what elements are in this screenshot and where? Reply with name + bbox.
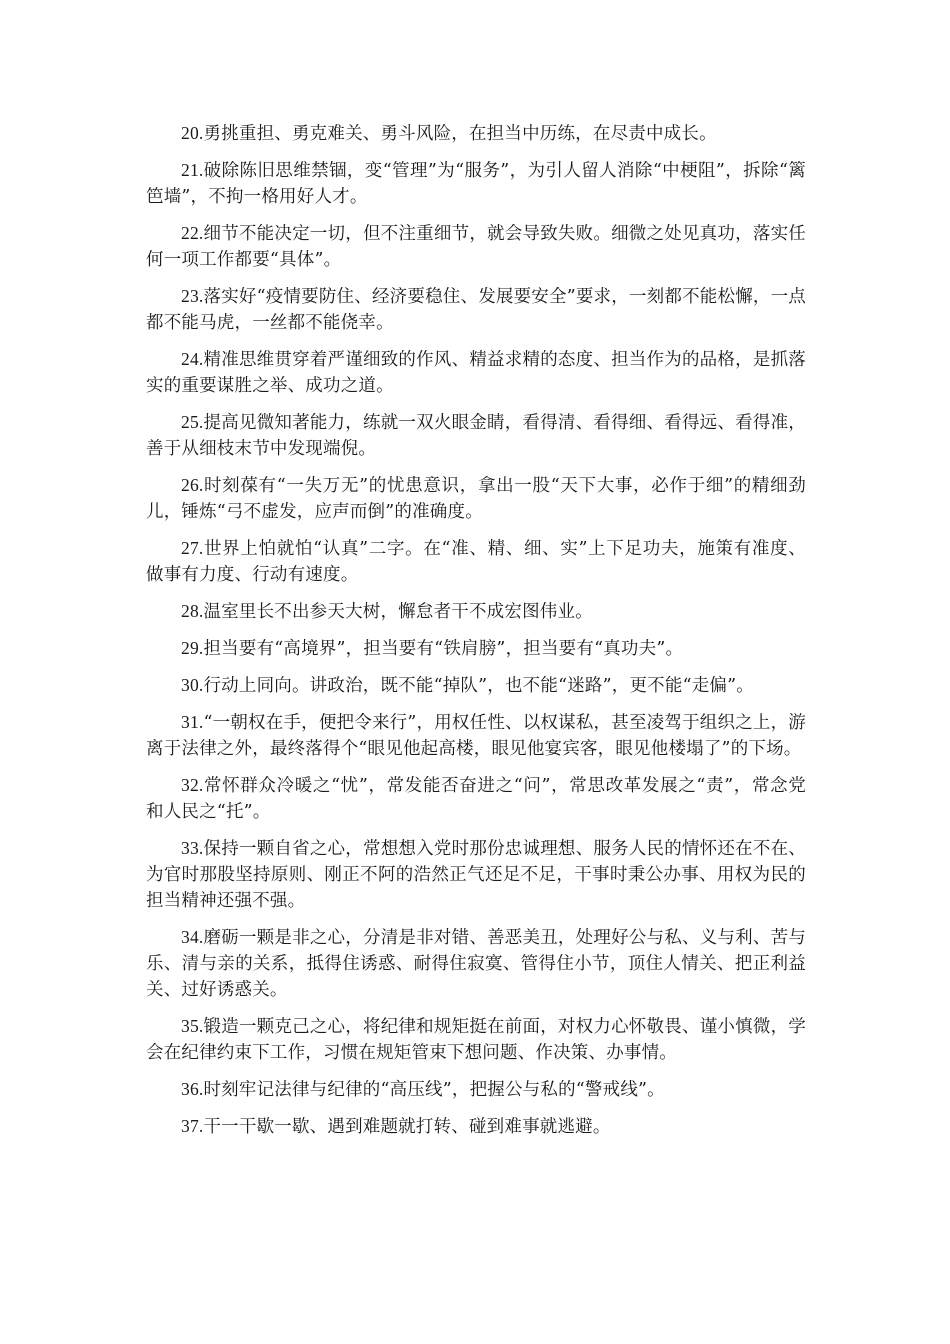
- paragraph-number: 32.: [181, 775, 204, 795]
- paragraph-number: 34.: [181, 927, 204, 947]
- paragraph-32: [146, 772, 806, 825]
- paragraph-34: [146, 924, 806, 1003]
- paragraph-text: 落实好“疫情要防住、经济要稳住、发展要安全”要求，一刻都不能松懈，一点都不能马虎，一丝都不能侥幸。: [146, 287, 806, 333]
- paragraph-number: 37.: [181, 1116, 204, 1136]
- paragraph-text: 勇挑重担、勇克难关、勇斗风险，在担当中历练，在尽责中成长。: [203, 124, 717, 144]
- paragraph-text: “一朝权在手，便把令来行”，用权任性、以权谋私，甚至凌驾于组织之上，游离于法律之外，最终落得个“眼见他起高楼，眼见他宴宾客，眼见他楼塌了”的下场。: [146, 713, 806, 759]
- document-body: [146, 120, 806, 1150]
- paragraph-number: 25.: [181, 412, 204, 432]
- paragraph-29: [146, 635, 806, 662]
- paragraph-27: [146, 535, 806, 588]
- paragraph-number: 30.: [181, 675, 204, 695]
- paragraph-number: 22.: [181, 223, 204, 243]
- paragraph-text: 时刻牢记法律与纪律的“高压线”，把握公与私的“警戒线”。: [203, 1080, 665, 1100]
- paragraph-number: 26.: [181, 475, 204, 495]
- paragraph-number: 20.: [181, 123, 204, 143]
- paragraph-text: 干一干歇一歇、遇到难题就打转、碰到难事就逃避。: [203, 1117, 611, 1137]
- paragraph-text: 时刻葆有“一失万无”的忧患意识，拿出一股“天下大事，必作于细”的精细劲儿，锤炼“弓不虚发，应声而倒”的准确度。: [146, 476, 806, 522]
- paragraph-37: [146, 1113, 806, 1140]
- paragraph-number: 36.: [181, 1079, 204, 1099]
- paragraph-23: [146, 283, 806, 336]
- paragraph-number: 33.: [181, 838, 204, 858]
- paragraph-text: 精准思维贯穿着严谨细致的作风、精益求精的态度、担当作为的品格，是抓落实的重要谋胜之举、成功之道。: [146, 350, 806, 396]
- paragraph-text: 行动上同向。讲政治，既不能“掉队”，也不能“迷路”，更不能“走偏”。: [203, 676, 754, 696]
- paragraph-text: 提高见微知著能力，练就一双火眼金睛，看得清、看得细、看得远、看得准，善于从细枝末节中发现端倪。: [146, 413, 806, 459]
- paragraph-20: [146, 120, 806, 147]
- paragraph-number: 31.: [181, 712, 204, 732]
- paragraph-text: 温室里长不出参天大树，懈怠者干不成宏图伟业。: [203, 602, 593, 622]
- paragraph-text: 破除陈旧思维禁锢，变“管理”为“服务”，为引人留人消除“中梗阻”，拆除“篱笆墙”，不拘一格用好人才。: [146, 161, 806, 207]
- paragraph-text: 锻造一颗克己之心，将纪律和规矩挺在前面，对权力心怀敬畏、谨小慎微，学会在纪律约束下工作，习惯在规矩管束下想问题、作决策、办事情。: [146, 1017, 806, 1063]
- paragraph-33: [146, 835, 806, 914]
- paragraph-22: [146, 220, 806, 273]
- paragraph-text: 担当要有“高境界”，担当要有“铁肩膀”，担当要有“真功夫”。: [203, 639, 684, 659]
- paragraph-number: 24.: [181, 349, 204, 369]
- paragraph-24: [146, 346, 806, 399]
- paragraph-number: 21.: [181, 160, 204, 180]
- paragraph-text: 常怀群众冷暖之“忧”，常发能否奋进之“问”，常思改革发展之“责”，常念党和人民之“托”。: [146, 776, 806, 822]
- paragraph-text: 世界上怕就怕“认真”二字。在“准、精、细、实”上下足功夫，施策有准度、做事有力度、行动有速度。: [146, 539, 806, 585]
- paragraph-35: [146, 1013, 806, 1066]
- paragraph-number: 35.: [181, 1016, 204, 1036]
- paragraph-number: 28.: [181, 601, 204, 621]
- paragraph-26: [146, 472, 806, 525]
- paragraph-21: [146, 157, 806, 210]
- paragraph-text: 保持一颗自省之心，常想想入党时那份忠诚理想、服务人民的情怀还在不在、为官时那股坚持原则、刚正不阿的浩然正气还足不足，干事时秉公办事、用权为民的担当精神还强不强。: [146, 839, 806, 911]
- paragraph-text: 细节不能决定一切，但不注重细节，就会导致失败。细微之处见真功，落实任何一项工作都要“具体”。: [146, 224, 806, 270]
- paragraph-text: 磨砺一颗是非之心，分清是非对错、善恶美丑，处理好公与私、义与利、苦与乐、清与亲的关系，抵得住诱惑、耐得住寂寞、管得住小节，顶住人情关、把正利益关、过好诱惑关。: [146, 928, 806, 1000]
- paragraph-number: 29.: [181, 638, 204, 658]
- paragraph-28: [146, 598, 806, 625]
- paragraph-25: [146, 409, 806, 462]
- paragraph-number: 23.: [181, 286, 204, 306]
- paragraph-36: [146, 1076, 806, 1103]
- paragraph-number: 27.: [181, 538, 204, 558]
- paragraph-31: [146, 709, 806, 762]
- paragraph-30: [146, 672, 806, 699]
